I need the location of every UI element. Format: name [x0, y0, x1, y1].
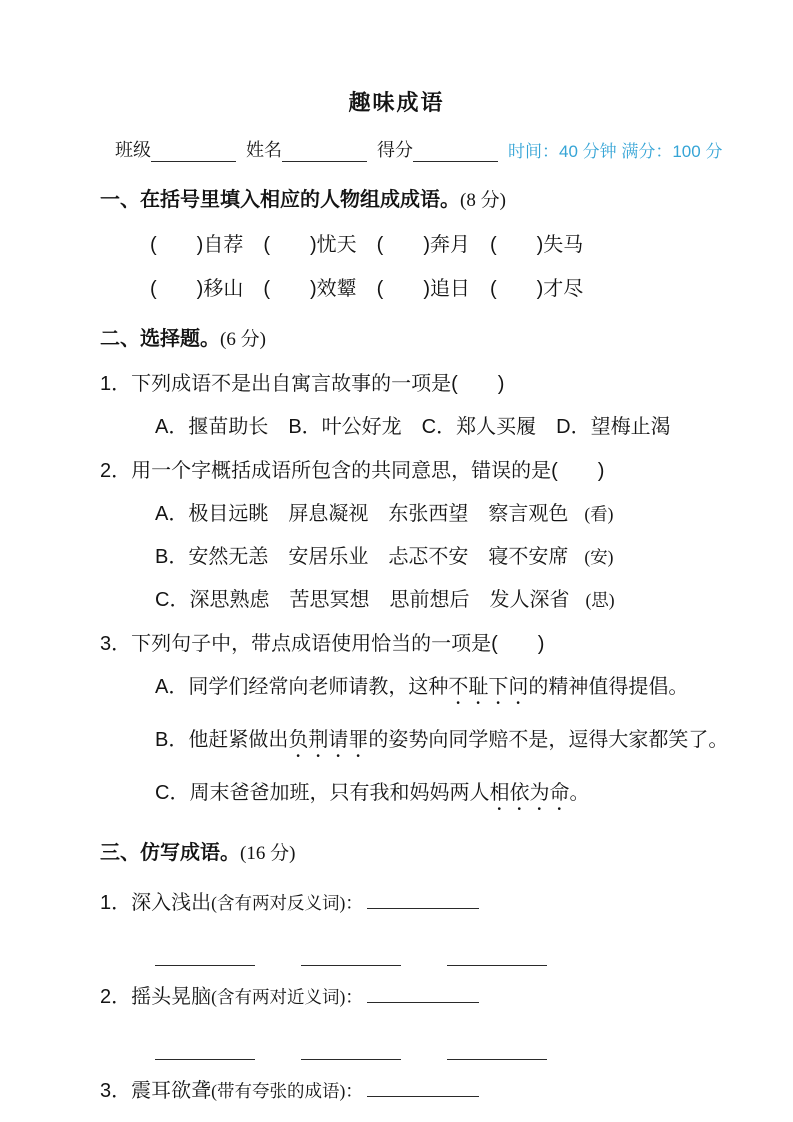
- class-label: 班级: [115, 140, 151, 161]
- q2-option-a-text: A．极目远眺 屏息凝视 东张西望 察言观色: [155, 502, 569, 525]
- q2-option-c-hint: (思): [585, 589, 615, 610]
- q2-option-c[interactable]: [155, 588, 793, 612]
- idiom-bracket-item[interactable]: ( )追日: [376, 277, 470, 300]
- class-field: [115, 140, 236, 162]
- idiom-bracket-item[interactable]: ( )移山: [150, 277, 244, 300]
- score-blank[interactable]: [413, 143, 498, 162]
- q3-option-b-pre: B．他赶紧做出: [155, 728, 289, 751]
- score-field: [377, 140, 498, 162]
- page-title: 趣味成语: [348, 90, 445, 115]
- mimic-item-3-hint: (带有夸张的成语)：: [211, 1081, 363, 1102]
- mimic-item-2-hint: (含有两对近义词)：: [211, 987, 363, 1008]
- section1-heading: [100, 188, 793, 213]
- idiom-bracket-item[interactable]: ( )才尽: [489, 277, 584, 300]
- answer-blank[interactable]: [367, 1076, 479, 1097]
- q2-option-c-text: C．深思熟虑 苦思冥想 思前想后 发人深省: [155, 588, 570, 611]
- answer-blank[interactable]: [301, 945, 401, 966]
- mimic-item-1: [100, 888, 793, 915]
- section3-score: (16 分): [240, 842, 296, 864]
- emphasized-idiom: 负荆请罪: [288, 728, 369, 751]
- answer-blank[interactable]: [155, 945, 255, 966]
- header-fields: [115, 140, 723, 162]
- idiom-bracket-item[interactable]: ( )自荐: [150, 233, 244, 256]
- q3-option-b[interactable]: [155, 728, 793, 762]
- mimic-item-3-word: 3．震耳欲聋: [100, 1080, 212, 1103]
- q2-option-b[interactable]: [155, 545, 793, 569]
- idiom-bracket-item[interactable]: ( )失马: [489, 233, 584, 256]
- q2-option-a-hint: (看): [584, 503, 614, 524]
- section2-heading: [100, 327, 793, 352]
- class-blank[interactable]: [151, 143, 236, 162]
- section2-title: 二、选择题。: [100, 327, 220, 350]
- q1-stem: 1．下列成语不是出自寓言故事的一项是( ): [100, 372, 505, 395]
- q3-stem: 3．下列句子中，带点成语使用恰当的一项是( ): [100, 632, 545, 655]
- idiom-bracket-item[interactable]: ( )效颦: [263, 277, 357, 300]
- answer-blank[interactable]: [367, 982, 479, 1003]
- q2-stem: 2．用一个字概括成语所包含的共同意思，错误的是( ): [100, 459, 605, 482]
- mimic-item-2: [100, 982, 793, 1009]
- answer-blank[interactable]: [367, 888, 479, 909]
- answer-blank[interactable]: [155, 1039, 255, 1060]
- score-label: 得分: [377, 140, 413, 161]
- q2-option-b-text: B．安然无恙 安居乐业 忐忑不安 寝不安席: [155, 545, 569, 568]
- q2-option-b-hint: (安): [584, 546, 614, 567]
- q3-option-c-pre: C．周末爸爸加班，只有我和妈妈两人: [155, 781, 490, 804]
- q3-option-c-post: 。: [569, 781, 590, 804]
- q3-option-a-post: 的精神值得提倡。: [528, 675, 689, 698]
- emphasized-idiom: 相依为命: [489, 781, 570, 804]
- answer-blank[interactable]: [447, 945, 547, 966]
- answer-blank[interactable]: [301, 1039, 401, 1060]
- section1-score: (8 分): [460, 189, 506, 211]
- section3-title: 三、仿写成语。: [100, 841, 240, 864]
- mimic-item-1-word: 1．深入浅出: [100, 892, 212, 915]
- mimic-item-2-word: 2．摇头晃脑: [100, 986, 212, 1009]
- answer-blank-row-1: [155, 945, 793, 959]
- q2-option-a[interactable]: [155, 502, 793, 526]
- section2-score: (6 分): [220, 328, 266, 350]
- q3-option-a[interactable]: [155, 675, 793, 709]
- emphasized-idiom: 不耻下问: [448, 675, 529, 698]
- q3-option-c[interactable]: [155, 781, 793, 815]
- answer-blank-row-2: [155, 1039, 793, 1053]
- idiom-fill-row-1: [150, 233, 793, 257]
- idiom-bracket-item[interactable]: ( )忧天: [263, 233, 357, 256]
- name-blank[interactable]: [282, 143, 367, 162]
- q1-options-line[interactable]: A．揠苗助长 B．叶公好龙 C．郑人买履 D．望梅止渴: [155, 415, 671, 438]
- time-score-info: 时间：40 分钟 满分：100 分: [508, 141, 723, 161]
- idiom-fill-row-2: [150, 277, 793, 301]
- name-field: [246, 140, 367, 162]
- q3-option-b-post: 的姿势向同学赔不是，逗得大家都笑了。: [368, 728, 729, 751]
- answer-blank[interactable]: [447, 1039, 547, 1060]
- name-label: 姓名: [246, 140, 282, 161]
- q3-option-a-pre: A．同学们经常向老师请教，这种: [155, 675, 449, 698]
- section3-heading: [100, 841, 793, 866]
- mimic-item-1-hint: (含有两对反义词)：: [211, 893, 363, 914]
- section1-title: 一、在括号里填入相应的人物组成成语。: [100, 188, 460, 211]
- idiom-bracket-item[interactable]: ( )奔月: [376, 233, 470, 256]
- mimic-item-3: [100, 1076, 793, 1103]
